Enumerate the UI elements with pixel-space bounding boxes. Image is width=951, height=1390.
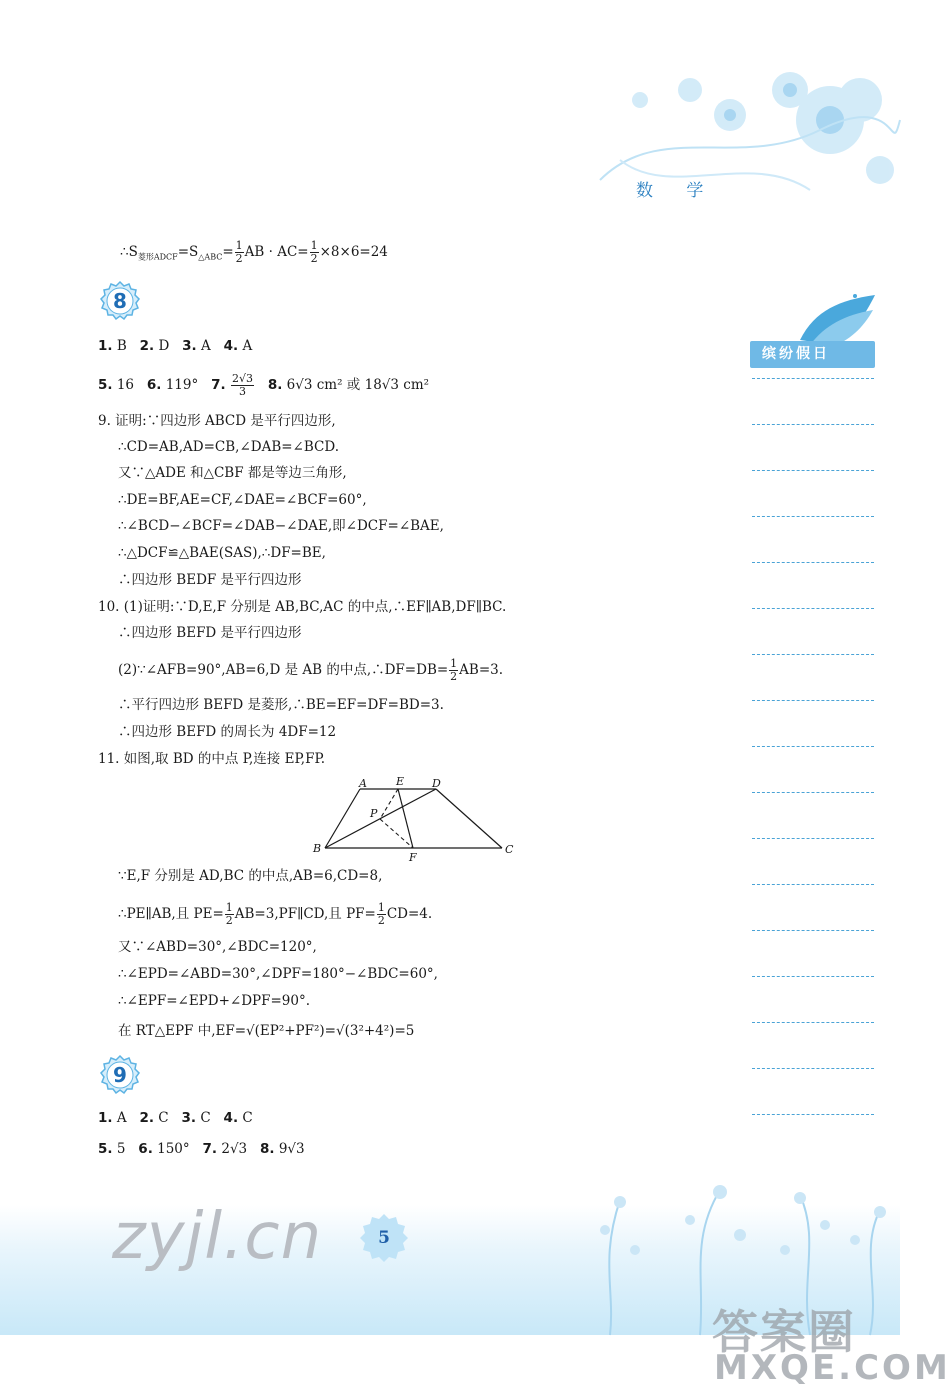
page-number: 5	[378, 1228, 390, 1248]
q9-line: ∴CD=AB,AD=CB,∠DAB=∠BCD.	[118, 439, 340, 455]
note-line	[752, 838, 874, 839]
q9-line: ∴DE=BF,AE=CF,∠DAE=∠BCF=60°,	[118, 492, 367, 508]
q9-line: ∴∠BCD−∠BCF=∠DAB−∠DAE,即∠DCF=∠BAE,	[118, 518, 444, 534]
q9-line: ∴△DCF≌△BAE(SAS),∴DF=BE,	[118, 545, 326, 561]
label-c: C	[505, 843, 514, 856]
note-line	[752, 746, 874, 747]
q10-line: 10. (1)证明:∵D,E,F 分别是 AB,BC,AC 的中点,∴EF∥AB,DF∥BC.	[98, 599, 507, 615]
watermark-text: zyjl.cn	[112, 1200, 323, 1274]
note-line	[752, 1022, 874, 1023]
continuation-line: $\therefore S_{菱形ADCF}=S_{\triangle ABC}=$ $\frac{1}{2}$ AB · AC= $\frac{1}{2}$ ×8×6=24	[120, 239, 388, 265]
note-line	[752, 976, 874, 977]
subject-title: 数 学	[636, 181, 718, 201]
q11-line: 在 RT△EPF 中,EF=√(EP²+PF²)=√(3²+4²)=5	[118, 1023, 415, 1039]
q9-line: ∴四边形 BEDF 是平行四边形	[118, 572, 302, 588]
q11-line: ∴∠EPD=∠ABD=30°,∠DPF=180°−∠BDC=60°,	[118, 966, 438, 982]
page-number-badge	[358, 1212, 410, 1264]
section-badge-8	[100, 281, 140, 321]
label-f: F	[409, 851, 417, 864]
label-d: D	[432, 777, 441, 790]
brand-watermark: 答案圈	[712, 1305, 856, 1359]
label-b: B	[313, 842, 322, 855]
section-number: 9	[113, 1063, 127, 1087]
q11-line: 又∵∠ABD=30°,∠BDC=120°,	[118, 939, 317, 955]
header-floral-decoration	[580, 60, 900, 220]
q11-line: ∵E,F 分别是 AD,BC 的中点,AB=6,CD=8,	[118, 868, 383, 884]
q10-line: ∴四边形 BEFD 是平行四边形	[118, 625, 302, 641]
note-line	[752, 562, 874, 563]
note-line	[752, 1068, 874, 1069]
q11-line: 11. 如图,取 BD 的中点 P,连接 EP,FP.	[98, 751, 326, 767]
answers-row: 1. B 2. D 3. A 4. A	[98, 338, 253, 354]
answers-row: 5. 5 6. 150° 7. 2√3 8. 9√3	[98, 1141, 305, 1157]
note-line	[752, 424, 874, 425]
note-line	[752, 654, 874, 655]
q10-line: ∴平行四边形 BEFD 是菱形,∴BE=EF=DF=BD=3.	[118, 697, 444, 713]
label-p: P	[370, 807, 378, 820]
note-line	[752, 378, 874, 379]
q9-line: 9. 证明:∵四边形 ABCD 是平行四边形,	[98, 413, 336, 429]
note-line	[752, 470, 874, 471]
note-line	[752, 608, 874, 609]
tab-label: 缤纷假日	[750, 341, 875, 368]
section-number: 8	[113, 289, 127, 313]
trapezoid-figure	[310, 773, 530, 865]
note-line	[752, 700, 874, 701]
label-a: A	[359, 777, 367, 790]
answers-row: 1. A 2. C 3. C 4. C	[98, 1110, 253, 1126]
q10-line: ∴四边形 BEFD 的周长为 4DF=12	[118, 724, 337, 740]
label-e: E	[396, 775, 405, 788]
q11-line: ∴PE∥AB,且 PE= $\frac{1}{2}$ AB=3,PF∥CD,且 PF= $\frac{1}{2}$ CD=4.	[118, 901, 433, 927]
note-line	[752, 516, 874, 517]
note-line	[752, 930, 874, 931]
note-line	[752, 1114, 874, 1115]
brand-watermark-url: MXQE.COM	[714, 1348, 951, 1388]
q11-line: ∴∠EPF=∠EPD+∠DPF=90°.	[118, 993, 311, 1009]
answers-row: 5. 16 6. 119° 7. $\frac{2√3}{3}$ 8. 6√3 cm² 或 18√3 cm²	[98, 372, 430, 398]
section-badge-9	[100, 1055, 140, 1095]
q9-line: 又∵△ADE 和△CBF 都是等边三角形,	[118, 465, 347, 481]
q10-line: (2)∵∠AFB=90°,AB=6,D 是 AB 的中点,∴DF=DB= $\frac{1}{2}$ AB=3.	[118, 657, 504, 683]
note-line	[752, 792, 874, 793]
note-line	[752, 884, 874, 885]
